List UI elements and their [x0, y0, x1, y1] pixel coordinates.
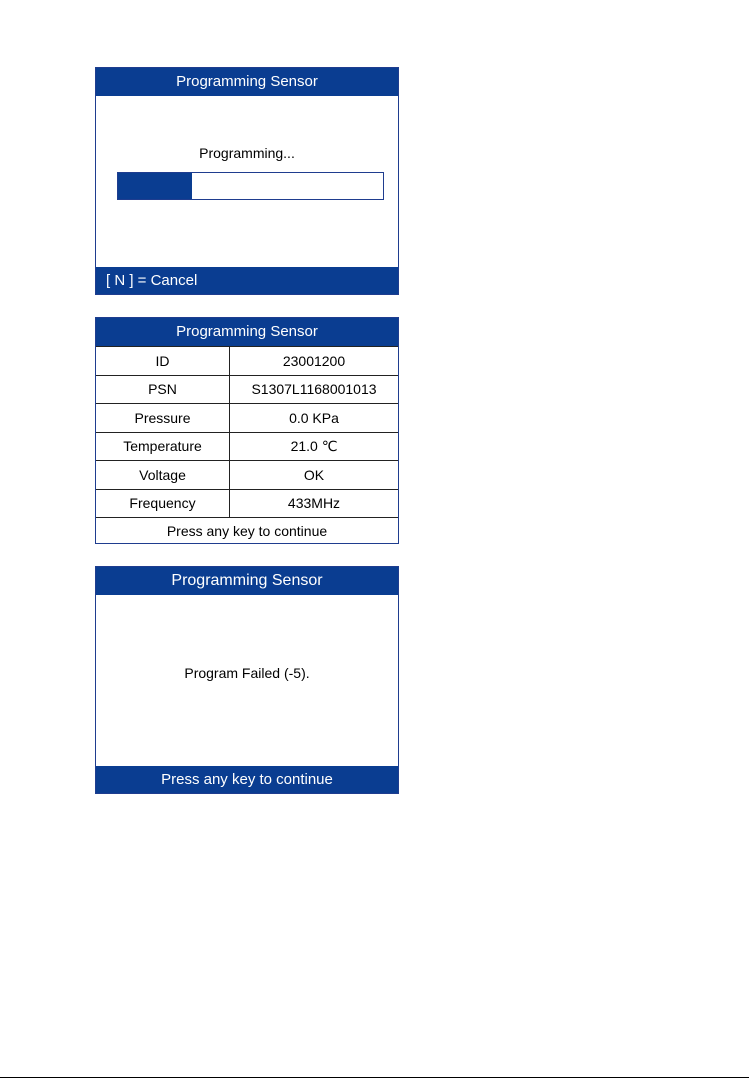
screen-title: Programming Sensor: [96, 68, 398, 96]
continue-prompt[interactable]: Press any key to continue: [96, 517, 398, 544]
screen-title: Programming Sensor: [96, 567, 398, 595]
status-message: Programming...: [199, 145, 295, 161]
row-label: ID: [96, 347, 230, 376]
row-value: OK: [230, 461, 399, 490]
sensor-info-table: [96, 346, 398, 517]
table-row: [96, 404, 398, 433]
row-label: PSN: [96, 375, 230, 404]
row-value: S1307L1168001013: [230, 375, 399, 404]
screen-title: Programming Sensor: [96, 318, 398, 346]
cancel-hint[interactable]: [ N ] = Cancel: [96, 267, 398, 294]
row-value: 23001200: [230, 347, 399, 376]
progress-fill: [118, 173, 192, 199]
row-value: 0.0 KPa: [230, 404, 399, 433]
row-value: 433MHz: [230, 489, 399, 517]
programming-progress-screen: [95, 67, 399, 295]
program-failed-screen: [95, 566, 399, 794]
table-row: [96, 489, 398, 517]
row-label: Temperature: [96, 432, 230, 461]
row-label: Voltage: [96, 461, 230, 490]
progress-bar: [117, 172, 384, 200]
table-row: [96, 375, 398, 404]
table-row: [96, 432, 398, 461]
row-label: Pressure: [96, 404, 230, 433]
sensor-info-screen: [95, 317, 399, 544]
row-value: 21.0 ℃: [230, 432, 399, 461]
error-message: Program Failed (-5).: [184, 665, 310, 681]
table-row: [96, 347, 398, 376]
row-label: Frequency: [96, 489, 230, 517]
continue-prompt[interactable]: Press any key to continue: [96, 766, 398, 793]
table-row: [96, 461, 398, 490]
